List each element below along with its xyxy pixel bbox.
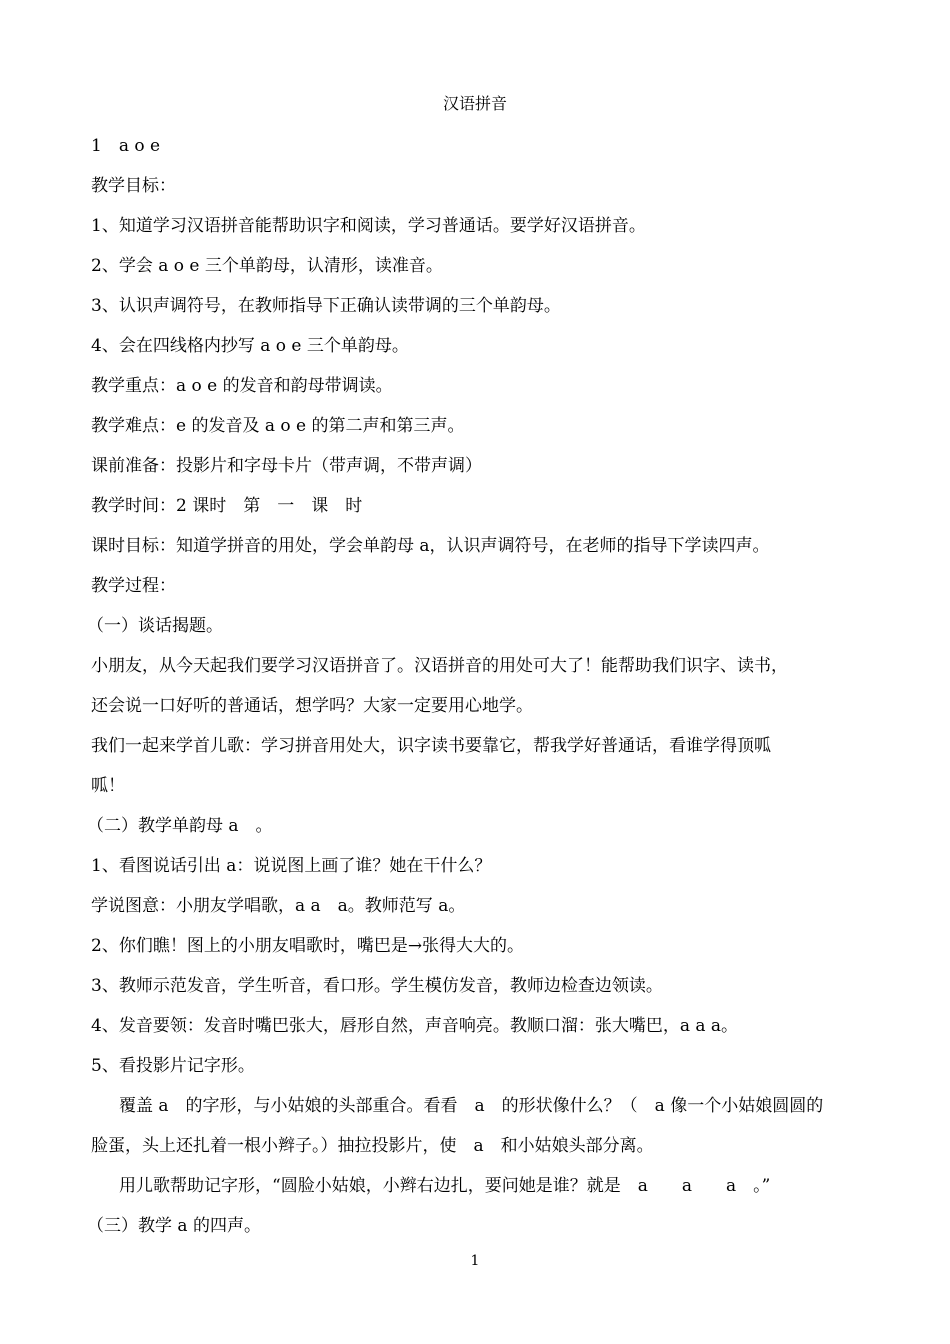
goal-item-1: 1、知道学习汉语拼音能帮助识字和阅读，学习普通话。要学好汉语拼音。 <box>91 216 646 236</box>
paragraph-line: 呱！ <box>91 776 125 796</box>
paragraph-line: 还会说一口好听的普通话，想学吗？大家一定要用心地学。 <box>91 696 533 716</box>
goal-item-3: 3、认识声调符号，在教师指导下正确认读带调的三个单韵母。 <box>91 296 561 316</box>
paragraph-line: 小朋友，从今天起我们要学习汉语拼音了。汉语拼音的用处可大了！能帮助我们识字、读书， <box>91 656 788 676</box>
page-number: 1 <box>470 1253 480 1269</box>
section-label-process: 教学过程： <box>91 576 176 596</box>
step-item: 3、教师示范发音，学生听音，看口形。学生模仿发音，教师边检查边领读。 <box>91 976 663 996</box>
difficult-points: 教学难点：e 的发音及 a o e 的第二声和第三声。 <box>91 416 465 436</box>
paragraph-line: 用儿歌帮助记字形，“圆脸小姑娘，小辫右边扎，要问她是谁？就是 a a a 。” <box>119 1176 771 1196</box>
lesson-heading: 1 a o e <box>91 136 161 156</box>
paragraph-line: 脸蛋，头上还扎着一根小辫子。）抽拉投影片，使 a 和小姑娘头部分离。 <box>91 1136 654 1156</box>
section-label-goals: 教学目标： <box>91 176 176 196</box>
key-points: 教学重点：a o e 的发音和韵母带调读。 <box>91 376 393 396</box>
paragraph-line: 我们一起来学首儿歌：学习拼音用处大，识字读书要靠它，帮我学好普通话，看谁学得顶呱 <box>91 736 771 756</box>
paragraph-line: 学说图意：小朋友学唱歌，a a a。教师范写 a。 <box>91 896 466 916</box>
teaching-time: 教学时间：2 课时 第 一 课 时 <box>91 496 363 516</box>
step-item: 5、看投影片记字形。 <box>91 1056 255 1076</box>
subsection-3-heading: （三）教学 a 的四声。 <box>87 1216 261 1236</box>
lesson-goal: 课时目标：知道学拼音的用处，学会单韵母 a，认识声调符号，在老师的指导下学读四声。 <box>91 536 770 556</box>
subsection-2-heading: （二）教学单韵母 a 。 <box>87 816 273 836</box>
subsection-1-heading: （一）谈话揭题。 <box>87 616 223 636</box>
document-title: 汉语拼音 <box>442 94 507 113</box>
paragraph-line: 覆盖 a 的字形，与小姑娘的头部重合。看看 a 的形状像什么？（ a 像一个小姑娘圆圆的 <box>119 1096 824 1116</box>
step-item: 2、你们瞧！图上的小朋友唱歌时，嘴巴是→张得大大的。 <box>91 936 525 956</box>
step-item: 1、看图说话引出 a：说说图上画了谁？她在干什么？ <box>91 856 492 876</box>
goal-item-4: 4、会在四线格内抄写 a o e 三个单韵母。 <box>91 336 409 356</box>
preparation: 课前准备：投影片和字母卡片（带声调，不带声调） <box>91 456 482 476</box>
step-item: 4、发音要领：发音时嘴巴张大，唇形自然，声音响亮。教顺口溜：张大嘴巴，a a a。 <box>91 1016 739 1036</box>
goal-item-2: 2、学会 a o e 三个单韵母，认清形，读准音。 <box>91 256 443 276</box>
document-body <box>87 126 861 1246</box>
